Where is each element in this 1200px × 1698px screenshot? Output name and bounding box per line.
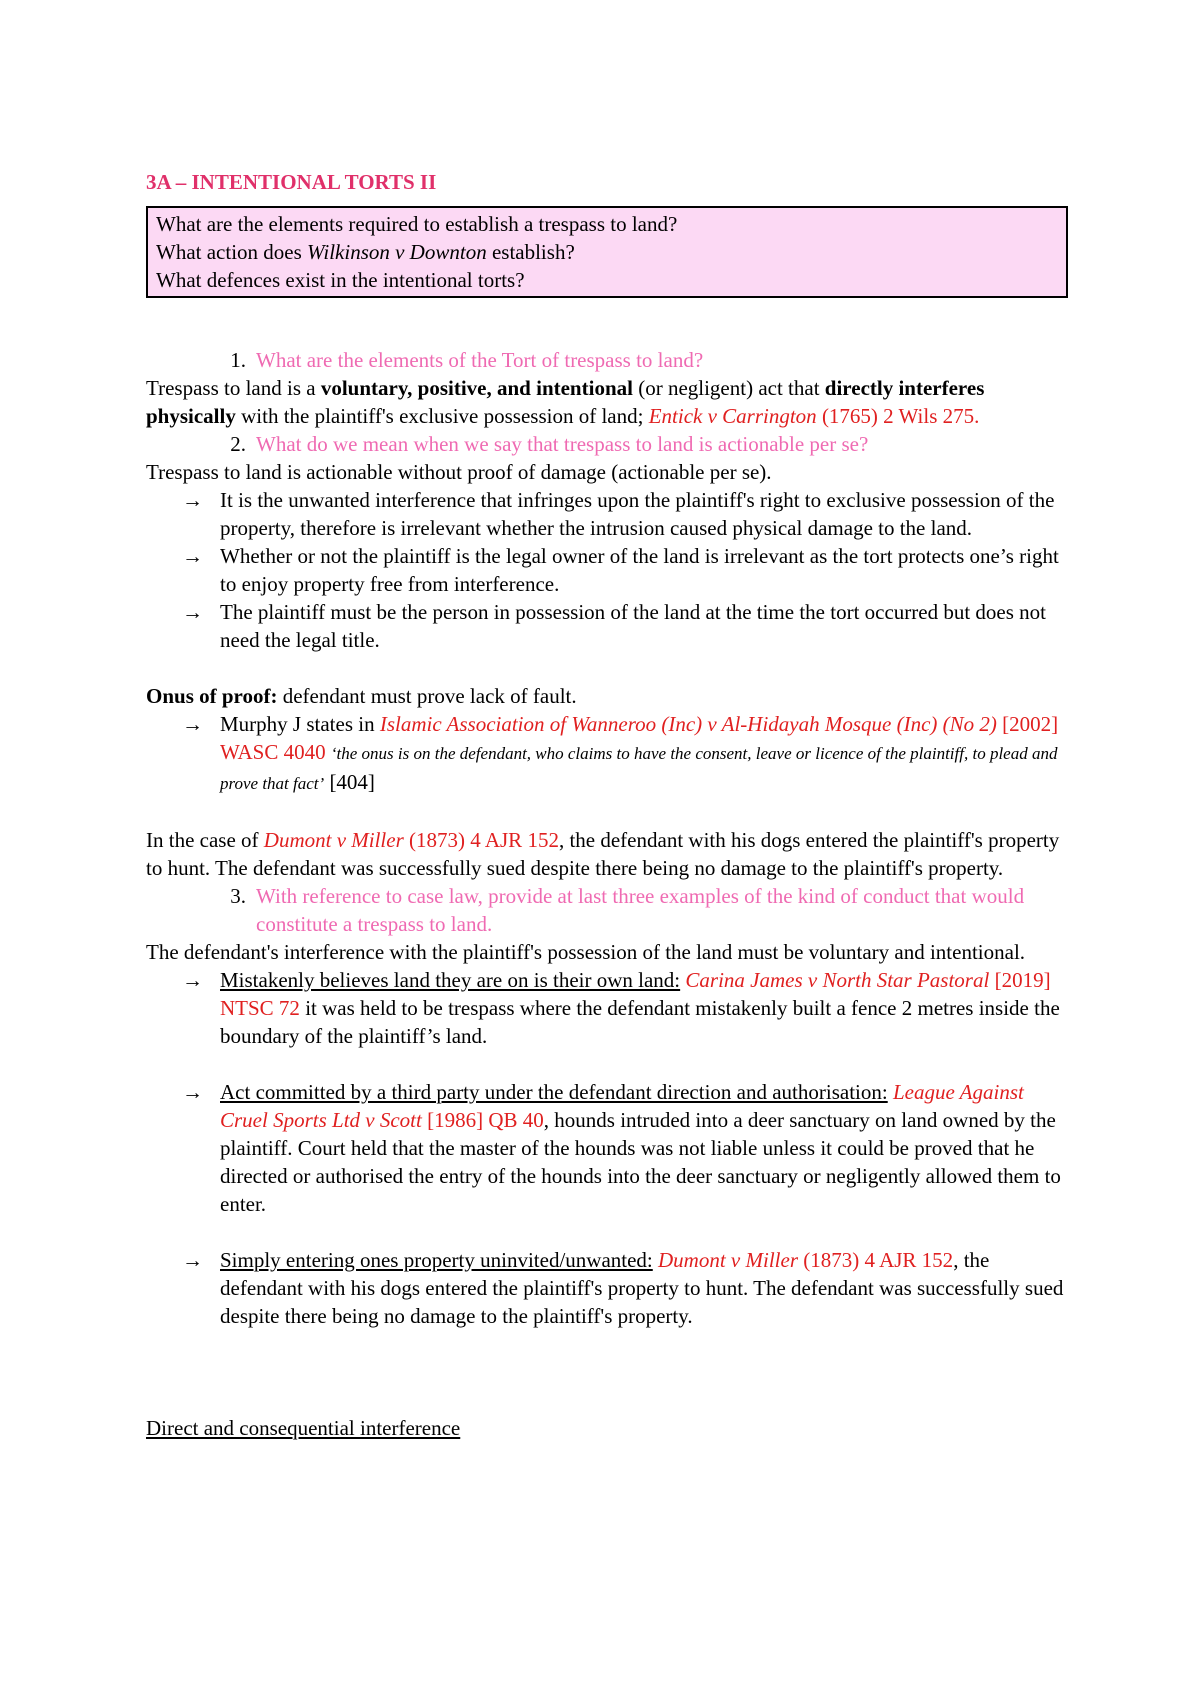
question-text: What do we mean when we say that trespass to land is actionable per se? <box>256 432 869 456</box>
case-citation: [2002] WASC 4040 <box>220 712 1059 764</box>
underlined-heading: Direct and consequential interference <box>146 1416 461 1440</box>
paragraph-per-se: Trespass to land is actionable without proof of damage (actionable per se). <box>146 460 772 484</box>
text-run: Murphy J states in <box>220 712 380 736</box>
page-title: 3A – INTENTIONAL TORTS II <box>146 170 437 194</box>
text-run: , the defendant with his dogs entered the plaintiff's property to hunt. The defendant was successfully sued despite there being no damage to the plaintiff's property. <box>220 1248 1064 1328</box>
arrow-icon: → <box>182 712 203 736</box>
text-run: In the case of <box>146 828 264 852</box>
case-name: Dumont v Miller <box>652 1248 798 1272</box>
question-number: 3. <box>230 884 246 908</box>
case-name: Dumont v Miller <box>263 828 404 852</box>
case-name: Carina James v North Star Pastoral <box>680 968 990 992</box>
bold-term: directly interferes physically <box>146 376 985 428</box>
bold-term: Onus of proof: <box>146 684 278 708</box>
list-item <box>146 966 1076 1050</box>
case-name: League Against Cruel Sports Ltd v Scott <box>220 1080 1024 1132</box>
question-1 <box>146 346 1076 374</box>
list-item <box>146 1246 1076 1330</box>
list-item-text: Whether or not the plaintiff is the legal owner of the land is irrelevant as the tort protects one’s right to enjoy property free from interference. <box>220 544 1059 596</box>
case-name: Wilkinson v Downton <box>307 240 487 264</box>
spacer <box>146 798 1076 826</box>
question-3 <box>146 882 1076 938</box>
text-run: Trespass to land is a <box>146 376 321 400</box>
spacer <box>146 1050 1076 1078</box>
question-number: 2. <box>230 432 246 456</box>
pinpoint: [404] <box>324 770 375 794</box>
text-run: (or negligent) act that <box>632 376 825 400</box>
text-run: , hounds intruded into a deer sanctuary on land owned by the plaintiff. Court held that the master of the hounds was not liable unless it could be proved that he directed or authorised the entry of the hounds into the deer sanctuary or negligently allowed them to enter. <box>220 1108 1061 1216</box>
text-run: defendant must prove lack of fault. <box>277 684 577 708</box>
arrow-icon: → <box>182 968 203 992</box>
bold-term: voluntary, positive, and intentional <box>320 376 633 400</box>
list-item-text <box>220 710 1076 798</box>
arrow-icon: → <box>182 544 203 568</box>
text-run: establish? <box>486 240 575 264</box>
paragraph-dumont <box>146 826 1076 882</box>
list-item <box>146 710 1076 798</box>
questions-box <box>146 206 1068 298</box>
paragraph-onus <box>146 682 1076 710</box>
arrow-icon: → <box>182 488 203 512</box>
quotation: ‘the onus is on the defendant, who claims to have the consent, leave or licence of the plaintiff, to plead and prove that fact’ <box>220 744 1058 793</box>
question-number: 1. <box>230 348 246 372</box>
spacer <box>146 654 1076 682</box>
list-item <box>146 542 1076 598</box>
list-item-text <box>220 966 1076 1050</box>
section-heading <box>146 1414 1076 1442</box>
text-run: with the plaintiff's exclusive possession of land; <box>235 404 649 428</box>
question-box-line: What defences exist in the intentional torts? <box>156 268 525 292</box>
case-citation: (1873) 4 AJR 152 <box>403 828 559 852</box>
case-name: Entick v Carrington <box>648 404 817 428</box>
spacer <box>146 1386 1076 1414</box>
spacer <box>146 1218 1076 1246</box>
list-item <box>146 486 1076 542</box>
question-text: With reference to case law, provide at last three examples of the kind of conduct that would constitute a trespass to land. <box>256 884 1025 936</box>
list-item-text: It is the unwanted interference that infringes upon the plaintiff's right to exclusive possession of the property, therefore is irrelevant whether the intrusion caused physical damage to the land. <box>220 488 1055 540</box>
document-content <box>146 168 1076 1442</box>
arrow-icon: → <box>182 600 203 624</box>
arrow-icon: → <box>182 1080 203 1104</box>
text-run: it was held to be trespass where the defendant mistakenly built a fence 2 metres inside the boundary of the plaintiff’s land. <box>220 996 1060 1048</box>
list-item <box>146 1078 1076 1218</box>
question-text: What are the elements of the Tort of trespass to land? <box>256 348 704 372</box>
case-citation: [1986] QB 40 <box>421 1108 544 1132</box>
text-run: What action does <box>156 240 308 264</box>
question-box-line <box>156 238 1058 266</box>
list-item-text: The plaintiff must be the person in possession of the land at the time the tort occurred but does not need the legal title. <box>220 600 1047 652</box>
underlined-heading: Act committed by a third party under the defendant direction and authorisation: <box>220 1080 888 1104</box>
arrow-icon: → <box>182 1248 203 1272</box>
list-item-text <box>220 1246 1076 1330</box>
spacer <box>146 1330 1076 1386</box>
case-citation: [2019] NTSC 72 <box>220 968 1051 1020</box>
question-box-line: What are the elements required to establish a trespass to land? <box>156 212 678 236</box>
underlined-heading: Simply entering ones property uninvited/unwanted: <box>220 1248 653 1272</box>
list-item <box>146 598 1076 654</box>
underlined-heading: Mistakenly believes land they are on is their own land: <box>220 968 681 992</box>
case-citation: (1765) 2 Wils 275. <box>816 404 980 428</box>
question-2 <box>146 430 1076 458</box>
paragraph-voluntary: The defendant's interference with the plaintiff's possession of the land must be voluntary and intentional. <box>146 940 1026 964</box>
paragraph-definition <box>146 374 1076 430</box>
case-name: Islamic Association of Wanneroo (Inc) v Al-Hidayah Mosque (Inc) (No 2) <box>379 712 997 736</box>
case-citation: (1873) 4 AJR 152 <box>798 1248 954 1272</box>
list-item-text <box>220 1078 1076 1218</box>
text-run: , the defendant with his dogs entered the plaintiff's property to hunt. The defendant was successfully sued despite there being no damage to the plaintiff's property. <box>146 828 1060 880</box>
